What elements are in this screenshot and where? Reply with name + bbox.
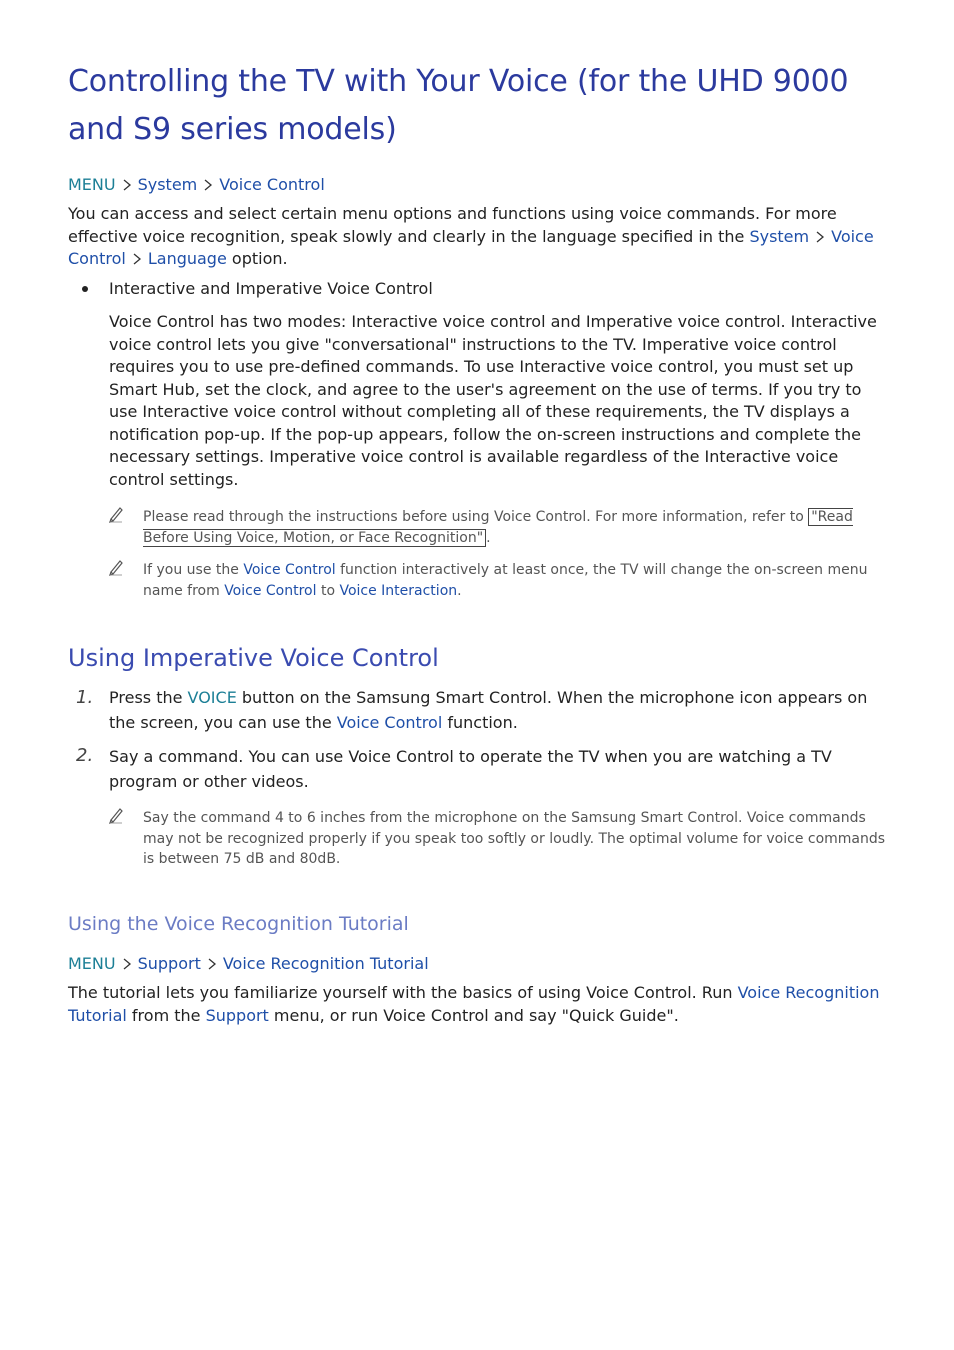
chevron-right-icon — [120, 957, 134, 971]
link-voice-control[interactable]: Voice Control — [68, 226, 874, 268]
link-voice-control[interactable]: Voice Control — [336, 712, 443, 732]
note-optimal-volume: Say the command 4 to 6 inches from the microphone on the Samsung Smart Control. Voice commands may not be recognized properly if you speak too softly or loudly. The optimal volume for voice commands is between 75 dB and 80dB. — [143, 810, 886, 867]
pencil-icon — [108, 505, 124, 523]
step1-text: Press the — [109, 688, 188, 707]
note1-end: . — [486, 529, 491, 546]
pencil-icon — [108, 806, 124, 824]
step1-end: function. — [442, 712, 518, 732]
intro-paragraph — [68, 203, 888, 271]
note2-text-2: function interactively at least once, the TV will change the on-screen menu name from — [143, 562, 868, 599]
link-voice-recognition-tutorial[interactable]: Voice Recognition Tutorial — [68, 983, 880, 1025]
intro-text-end: option. — [226, 249, 288, 268]
breadcrumb-voice-control — [68, 174, 325, 196]
intro-text: You can access and select certain menu options and functions using voice commands. For more effective voice recognition, speak slowly and clearly in the language specified in the — [68, 204, 837, 246]
link-system[interactable]: System — [749, 226, 810, 246]
bullet-dot — [82, 286, 88, 292]
bullet-title: Interactive and Imperative Voice Control — [109, 279, 433, 298]
section-heading-tutorial: Using the Voice Recognition Tutorial — [68, 913, 409, 935]
chevron-right-icon — [130, 252, 144, 266]
step-number: 1. — [76, 687, 94, 708]
tutorial-text: The tutorial lets you familiarize yourself with the basics of using Voice Control. Run — [68, 983, 738, 1002]
link-language[interactable]: Language — [147, 249, 227, 268]
step-1 — [109, 686, 889, 735]
section-heading-imperative: Using Imperative Voice Control — [68, 644, 439, 672]
note2-end: . — [457, 582, 462, 599]
link-support[interactable]: Support — [205, 1005, 269, 1025]
note2-text-3: to — [316, 582, 340, 599]
breadcrumb-menu[interactable]: MENU — [68, 175, 116, 194]
bullet-body: Voice Control has two modes: Interactive voice control and Imperative voice control. Interactive voice control lets you give "conversational" instructions to the TV. Imperative voice control requires you to use pre-defined commands. To use Interactive voice control, you must set up Smart Hub, set the clock, and agree to the user's agreement on the use of terms. If you try to use Interactive voice control without completing all of these requirements, the TV displays a notification pop-up. If the pop-up appears, follow the on-screen instructions and complete the necessary settings. Imperative voice control is available regardless of the Interactive voice control settings. — [109, 312, 877, 489]
chevron-right-icon — [813, 230, 827, 244]
chevron-right-icon — [205, 957, 219, 971]
page-title: Controlling the TV with Your Voice (for the UHD 9000 and S9 series models) — [68, 64, 849, 147]
tutorial-text-2: from the — [126, 1005, 206, 1025]
breadcrumb-support[interactable]: Support — [137, 954, 201, 973]
note-voice-interaction — [143, 560, 888, 601]
step-number: 2. — [76, 745, 94, 766]
cross-reference-link[interactable]: "Read Before Using Voice, Motion, or Face Recognition" — [143, 509, 853, 546]
pencil-icon — [108, 558, 124, 576]
breadcrumb-tutorial — [68, 953, 429, 975]
step1-text-2: button on the Samsung Smart Control. When the microphone icon appears on the screen, you can use the — [109, 688, 868, 732]
chevron-right-icon — [201, 178, 215, 192]
voice-button-label[interactable]: VOICE — [187, 688, 237, 707]
note1-text: Please read through the instructions before using Voice Control. For more information, refer to — [143, 509, 809, 525]
breadcrumb-voice-control-item[interactable]: Voice Control — [219, 175, 325, 194]
link-voice-interaction[interactable]: Voice Interaction — [339, 582, 458, 599]
breadcrumb-menu[interactable]: MENU — [68, 954, 116, 973]
note-read-before — [143, 507, 888, 548]
breadcrumb-system[interactable]: System — [137, 175, 198, 194]
note2-text: If you use the — [143, 562, 244, 578]
step-2: Say a command. You can use Voice Control to operate the TV when you are watching a TV program or other videos. — [109, 747, 832, 791]
chevron-right-icon — [120, 178, 134, 192]
tutorial-paragraph — [68, 982, 888, 1027]
tutorial-end: menu, or run Voice Control and say "Quick Guide". — [268, 1005, 679, 1025]
link-voice-control[interactable]: Voice Control — [243, 562, 336, 578]
breadcrumb-voice-recognition-tutorial[interactable]: Voice Recognition Tutorial — [222, 954, 429, 973]
link-voice-control[interactable]: Voice Control — [224, 582, 317, 599]
